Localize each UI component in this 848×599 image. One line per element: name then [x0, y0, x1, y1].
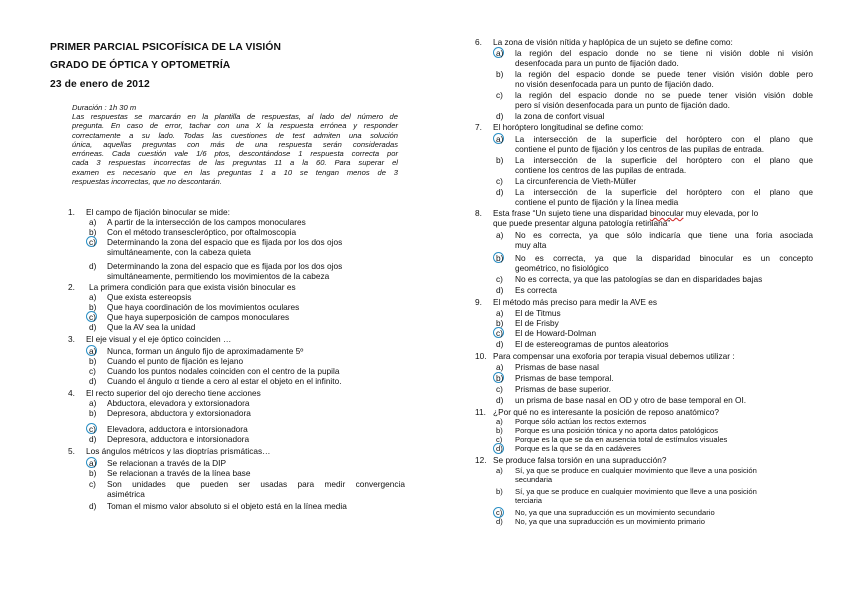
- option-letter: d): [496, 395, 504, 405]
- degree-title: GRADO DE ÓPTICA Y OPTOMETRÍA: [50, 60, 231, 71]
- option-letter: a): [89, 458, 97, 468]
- option-letter: c): [496, 176, 503, 186]
- option-text: El de Frisby: [515, 318, 559, 328]
- option-letter: b): [89, 227, 97, 237]
- option-letter: c): [496, 90, 503, 100]
- option-letter: c): [496, 384, 503, 394]
- option-letter: b): [496, 155, 504, 165]
- spellcheck-underlined-word: binocular: [649, 208, 684, 218]
- option-text: Que la AV sea la unidad: [107, 322, 196, 332]
- option-text: contiene los centros de las pupilas de entrada.: [515, 165, 687, 175]
- question-text: Para compensar una exoforia por terapia visual debemos utilizar :: [493, 351, 735, 361]
- question-number: 6.: [475, 37, 482, 47]
- question-text: El eje visual y el eje óptico coinciden …: [86, 334, 232, 344]
- option-letter: c): [89, 424, 96, 434]
- question-text: que puede presentar alguna patología retiniana”: [493, 218, 671, 228]
- option-text: La intersección de la superficie del horóptero con el plano que: [515, 155, 813, 165]
- option-letter: c): [89, 479, 96, 489]
- option-text: Toman el mismo valor absoluto si el objeto está en la línea media: [107, 501, 347, 511]
- option-letter: b): [496, 426, 503, 435]
- option-letter: a): [89, 398, 97, 408]
- option-letter: d): [496, 187, 504, 197]
- exam-title: PRIMER PARCIAL PSICOFÍSICA DE LA VISIÓN: [50, 42, 282, 53]
- option-text: muy alta: [515, 240, 547, 250]
- option-text: Cuando el ángulo α tiende a cero al estar el objeto en el infinito.: [107, 376, 342, 386]
- option-text: Prismas de base superior.: [515, 384, 611, 394]
- question-text: La zona de visión nítida y haplópica de un sujeto se define como:: [493, 37, 733, 47]
- option-letter: d): [89, 376, 97, 386]
- question-text: Se produce falsa torsión en una supraducción?: [493, 455, 667, 465]
- option-text: La circunferencia de Vieth-Müller: [515, 176, 637, 186]
- option-text: Es correcta: [515, 285, 557, 295]
- question-text: El método más preciso para medir la AVE es: [493, 297, 658, 307]
- option-letter: b): [89, 408, 97, 418]
- option-text: Sí, ya que se produce en cualquier movimiento que lleve a una posición: [515, 466, 757, 475]
- option-text: El de Howard-Dolman: [515, 328, 597, 338]
- option-text: Determinando la zona del espacio que es fijada por los dos ojos: [107, 261, 343, 271]
- option-letter: a): [89, 217, 97, 227]
- option-text: simultáneamente, con la cabeza quieta: [107, 247, 251, 257]
- question-number: 11.: [475, 407, 486, 417]
- option-letter: a): [496, 417, 503, 426]
- option-text: asimétrica: [107, 489, 145, 499]
- option-text: No es correcta, ya que la disparidad binocular es un concepto: [515, 253, 813, 263]
- option-text: El de estereogramas de puntos aleatorios: [515, 339, 669, 349]
- question-text: El horóptero longitudinal se define como:: [493, 122, 644, 132]
- question-text: [493, 208, 758, 218]
- option-letter: a): [496, 362, 504, 372]
- option-letter: b): [496, 69, 504, 79]
- option-text: un prisma de base nasal en OD y otro de base temporal en OI.: [515, 395, 747, 405]
- exam-date: 23 de enero de 2012: [50, 79, 150, 90]
- option-text: secundaria: [515, 475, 553, 484]
- option-text: desenfocada para un punto de fijación dado.: [515, 58, 679, 68]
- instructions: [72, 112, 398, 186]
- duration: Duración : 1h 30 m: [72, 103, 137, 112]
- option-text: Prismas de base temporal.: [515, 373, 614, 383]
- instructions-line: pregunta. En caso de error, tachar con una X la respuesta errónea y responder: [72, 121, 398, 131]
- option-text: Se relacionan a través de la línea base: [107, 468, 251, 478]
- option-text: Abductora, elevadora y extorsionadora: [107, 398, 250, 408]
- option-letter: d): [89, 501, 97, 511]
- option-letter: b): [496, 318, 504, 328]
- question-number: 8.: [475, 208, 482, 218]
- option-text: geométrico, no fisiológico: [515, 263, 609, 273]
- question-text: ¿Por qué no es interesante la posición de reposo anatómico?: [493, 407, 720, 417]
- option-text: pero sí visión desenfocada para un punto de fijación dado.: [515, 100, 730, 110]
- option-letter: d): [496, 339, 504, 349]
- option-text: Que haya superposición de campos monoculares: [107, 312, 290, 322]
- option-text: no visión desenfocada para un punto de fijación dado.: [515, 79, 714, 89]
- question-text: El campo de fijación binocular se mide:: [86, 207, 230, 217]
- option-text: Determinando la zona del espacio que es fijada por los dos ojos: [107, 237, 343, 247]
- option-letter: c): [496, 274, 503, 284]
- option-letter: b): [496, 487, 503, 496]
- question-number: 10.: [475, 351, 487, 361]
- option-text: Porque es una posición tónica y no aporta datos patológicos: [515, 426, 719, 435]
- option-letter: c): [496, 508, 503, 517]
- option-text: Prismas de base nasal: [515, 362, 599, 372]
- option-letter: d): [89, 322, 97, 332]
- question-text: El recto superior del ojo derecho tiene acciones: [86, 388, 261, 398]
- option-letter: b): [89, 356, 97, 366]
- option-letter: a): [89, 346, 97, 356]
- option-text: la región del espacio donde no se tiene ni visión doble ni visión: [515, 48, 813, 58]
- option-text: Que exista estereopsis: [107, 292, 192, 302]
- option-text: contiene el punto de fijación y los centros de las pupilas de entrada.: [515, 144, 765, 154]
- question-text: La primera condición para que exista visión binocular es: [89, 282, 296, 292]
- option-text: No, ya que una supraducción es un movimiento primario: [515, 517, 705, 526]
- option-letter: d): [89, 261, 97, 271]
- option-text: A partir de la intersección de los campos monoculares: [107, 217, 306, 227]
- option-text: No es correcta, ya que sólo indicaría que tiene una foria asociada: [515, 230, 813, 240]
- question-number: 1.: [68, 207, 75, 217]
- instructions-line: única, aquellas preguntas con más de una respuesta serán consideradas: [72, 139, 398, 149]
- option-text: simultáneamente, permitiendo los movimientos de la cabeza: [107, 271, 330, 281]
- option-text: terciaria: [515, 496, 543, 505]
- instructions-line: cada 3 respuestas incorrectas de las preguntas 11 a la 60. Para superar el: [72, 158, 398, 168]
- option-text: Sí, ya que se produce en cualquier movimiento que lleve a una posición: [515, 487, 757, 496]
- question-text-part: muy elevada, por lo: [683, 208, 759, 218]
- option-text: Depresora, abductora y extorsionadora: [107, 408, 251, 418]
- option-text: El de Titmus: [515, 308, 561, 318]
- option-text: Porque es la que se da en ausencia total de estímulos visuales: [515, 435, 728, 444]
- question-text: Los ángulos métricos y las dioptrías prismáticas…: [86, 446, 271, 456]
- option-letter: a): [89, 292, 97, 302]
- question-text-part: Esta frase “Un sujeto tiene una disparidad: [493, 208, 650, 218]
- option-text: Son unidades que pueden ser usadas para medir convergencia: [107, 479, 405, 489]
- option-letter: d): [496, 111, 504, 121]
- option-letter: b): [496, 253, 504, 263]
- option-text: Cuando los puntos nodales coinciden con el centro de la pupila: [107, 366, 340, 376]
- option-letter: c): [89, 312, 96, 322]
- option-text: Con el método transescleróptico, por oftalmoscopia: [107, 227, 297, 237]
- option-letter: a): [496, 308, 504, 318]
- option-letter: a): [496, 134, 504, 144]
- option-text: La intersección de la superficie del horóptero con el plano que: [515, 187, 813, 197]
- question-number: 5.: [68, 446, 75, 456]
- instructions-line: erróneas. Cada cuestión vale 1/6 ptos, descontándose 1 respuesta correcta por: [72, 149, 398, 159]
- question-number: 7.: [475, 122, 482, 132]
- option-text: Cuando el punto de fijación es lejano: [107, 356, 244, 366]
- option-letter: b): [89, 468, 97, 478]
- option-letter: d): [89, 434, 97, 444]
- option-letter: c): [89, 366, 96, 376]
- option-text: la región del espacio donde no se puede tener visión visión doble: [515, 90, 813, 100]
- option-letter: a): [496, 230, 504, 240]
- option-letter: d): [496, 517, 503, 526]
- option-letter: d): [496, 444, 503, 453]
- option-text: Que haya coordinación de los movimientos oculares: [107, 302, 300, 312]
- option-letter: b): [89, 302, 97, 312]
- question-number: 9.: [475, 297, 482, 307]
- instructions-line: respuestas incorrectas, que no descontarán.: [72, 177, 222, 187]
- option-text: Nunca, forman un ángulo fijo de aproximadamente 5º: [107, 346, 304, 356]
- option-letter: a): [496, 466, 503, 475]
- question-number: 3.: [68, 334, 75, 344]
- option-letter: d): [496, 285, 504, 295]
- option-text: Porque es la que se da en cadáveres: [515, 444, 641, 453]
- option-text: contiene el punto de fijación y la línea media: [515, 197, 679, 207]
- option-text: Porque sólo actúan los rectos externos: [515, 417, 647, 426]
- instructions-line: Las respuestas se marcarán en la plantilla de respuestas, al lado del número de: [72, 112, 398, 121]
- option-text: la zona de confort visual: [515, 111, 605, 121]
- option-text: la región del espacio donde se puede tener visión visión doble pero: [515, 69, 813, 79]
- option-letter: c): [496, 328, 503, 338]
- option-text: No, ya que una supraducción es un movimiento secundario: [515, 508, 715, 517]
- option-text: La intersección de la superficie del horóptero con el plano que: [515, 134, 813, 144]
- instructions-line: correctamente a su lado. Todas las cuestiones de test admiten una solución: [72, 130, 398, 140]
- question-number: 12.: [475, 455, 487, 465]
- question-number: 4.: [68, 388, 75, 398]
- option-letter: a): [496, 48, 504, 58]
- instructions-line: examen es necesario que en las preguntas 1 a 10 se tengan menos de 3: [72, 167, 398, 177]
- question-number: 2.: [68, 282, 75, 292]
- option-letter: b): [496, 373, 504, 383]
- option-letter: c): [496, 435, 503, 444]
- option-text: Se relacionan a través de la DIP: [107, 458, 226, 468]
- option-text: Elevadora, adductora e intorsionadora: [107, 424, 248, 434]
- option-text: No es correcta, ya que las patologías se dan en disparidades bajas: [515, 274, 763, 284]
- option-letter: c): [89, 237, 96, 247]
- option-text: Depresora, adductora e intorsionadora: [107, 434, 250, 444]
